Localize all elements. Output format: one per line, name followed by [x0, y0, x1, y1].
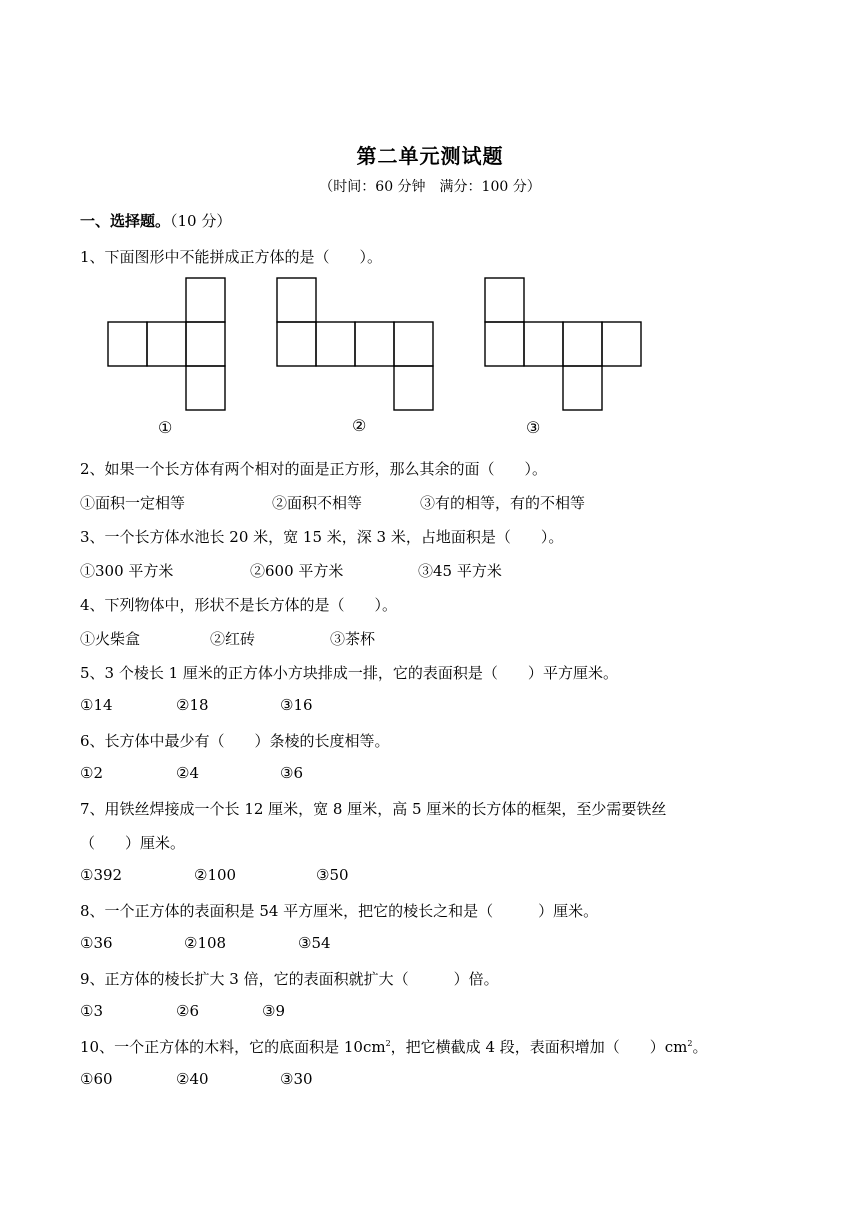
net-3-square [563, 322, 602, 366]
option: ②红砖 [210, 630, 256, 648]
option: ③茶杯 [330, 630, 376, 648]
option: ②108 [184, 934, 227, 952]
option: ③16 [280, 696, 313, 714]
section-heading [80, 210, 231, 231]
net-1-square [108, 322, 147, 366]
net-1-square [186, 278, 225, 322]
option: ②6 [176, 1002, 199, 1020]
superscript: 2 [687, 1039, 693, 1048]
option: ③6 [280, 764, 303, 782]
option: ③9 [262, 1002, 285, 1020]
question-7: 7、用铁丝焊接成一个长 12 厘米，宽 8 厘米，高 5 厘米的长方体的框架，至少需要铁丝 [80, 800, 667, 818]
option: ②40 [176, 1070, 209, 1088]
question-4-options [80, 628, 375, 649]
net-1 [108, 278, 225, 410]
net-1-square [186, 322, 225, 366]
net-1-square [147, 322, 186, 366]
net-label-3: ③ [526, 418, 541, 437]
option: ②4 [176, 764, 199, 782]
cube-nets-figure [0, 270, 860, 450]
question-8-options [80, 934, 331, 952]
question-7-options [80, 866, 349, 884]
net-label-1: ① [158, 418, 173, 437]
net-3-square [563, 366, 602, 410]
section-points: （10 分） [170, 212, 232, 230]
question-6: 6、长方体中最少有（ ）条棱的长度相等。 [80, 732, 390, 750]
option: ①392 [80, 866, 123, 884]
option: ③50 [316, 866, 349, 884]
option: ①14 [80, 696, 113, 714]
question-8: 8、一个正方体的表面积是 54 平方厘米，把它的棱长之和是（ ）厘米。 [80, 902, 599, 920]
net-2-square [394, 322, 433, 366]
question-2: 2、如果一个长方体有两个相对的面是正方形，那么其余的面（ ）。 [80, 460, 548, 478]
question-10-part-b: ，把它横截成 4 段，表面积增加（ ）cm [390, 1038, 688, 1056]
question-5: 5、3 个棱长 1 厘米的正方体小方块排成一排，它的表面积是（ ）平方厘米。 [80, 664, 618, 682]
page-subtitle: （时间：60 分钟 满分：100 分） [319, 179, 541, 195]
question-6-options [80, 764, 303, 782]
option: ③30 [280, 1070, 313, 1088]
question-10-part-c: 。 [692, 1038, 708, 1056]
question-4: 4、下列物体中，形状不是长方体的是（ ）。 [80, 596, 398, 614]
question-2-options [80, 492, 585, 513]
question-10-options [80, 1070, 313, 1088]
net-label-2: ② [352, 416, 367, 435]
option: ③有的相等，有的不相等 [420, 494, 586, 512]
option: ③54 [298, 934, 331, 952]
option: ①火柴盒 [80, 630, 141, 648]
net-2-square [355, 322, 394, 366]
option: ①面积一定相等 [80, 494, 186, 512]
option: ②600 平方米 [250, 562, 344, 580]
option: ①60 [80, 1070, 113, 1088]
net-3-square [524, 322, 563, 366]
option: ③45 平方米 [418, 562, 502, 580]
question-3: 3、一个长方体水池长 20 米，宽 15 米，深 3 米，占地面积是（ ）。 [80, 528, 564, 546]
question-9-options [80, 1002, 285, 1020]
net-3 [485, 278, 641, 410]
page-title: 第二单元测试题 [356, 144, 504, 168]
option: ②面积不相等 [272, 494, 363, 512]
option: ②100 [194, 866, 237, 884]
option: ①2 [80, 764, 103, 782]
net-2 [277, 278, 433, 410]
question-9: 9、正方体的棱长扩大 3 倍，它的表面积就扩大（ ）倍。 [80, 970, 499, 988]
question-5-options [80, 696, 313, 714]
net-2-square [277, 278, 316, 322]
option: ②18 [176, 696, 209, 714]
net-3-square [485, 322, 524, 366]
question-10-part-a: 10、一个正方体的木料，它的底面积是 10cm [80, 1038, 386, 1056]
question-10 [80, 1036, 708, 1057]
net-1-square [186, 366, 225, 410]
net-2-square [394, 366, 433, 410]
question-7-continued: （ ）厘米。 [80, 834, 186, 852]
net-2-square [277, 322, 316, 366]
superscript: 2 [385, 1039, 391, 1048]
net-3-square [485, 278, 524, 322]
option: ①36 [80, 934, 113, 952]
question-3-options [80, 560, 502, 581]
section-heading-text: 一、选择题。 [80, 212, 171, 230]
net-3-square [602, 322, 641, 366]
option: ①300 平方米 [80, 562, 174, 580]
question-1: 1、下面图形中不能拼成正方体的是（ ）。 [80, 248, 383, 266]
net-2-square [316, 322, 355, 366]
option: ①3 [80, 1002, 103, 1020]
